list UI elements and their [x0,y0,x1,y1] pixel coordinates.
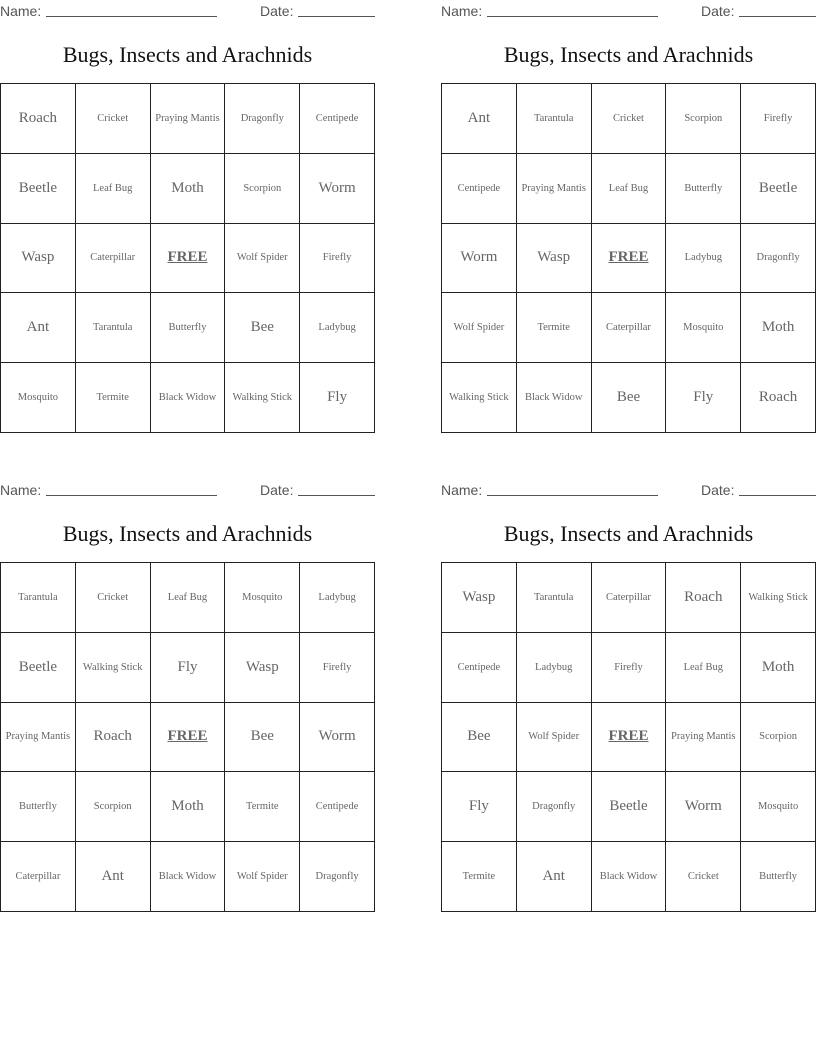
bingo-grid [441,83,816,433]
bingo-cell: Bee [592,363,667,433]
bingo-cell: Butterfly [666,154,741,224]
free-space: FREE [151,224,226,294]
bingo-cell: Tarantula [1,563,76,633]
bingo-cell: Walking Stick [442,363,517,433]
date-label: Date: [701,482,735,498]
bingo-grid [0,562,375,912]
bingo-cell: Fly [666,363,741,433]
bingo-cell: Scorpion [225,154,300,224]
bingo-cell: Ladybug [300,293,375,363]
name-blank-line [487,16,658,17]
bingo-cell: Cricket [592,84,667,154]
date-blank-line [298,495,375,496]
date-label: Date: [260,482,294,498]
bingo-cell: Tarantula [517,84,592,154]
bingo-cell: Ant [442,84,517,154]
bingo-cell: Beetle [592,772,667,842]
bingo-grid [0,83,375,433]
bingo-cell: Roach [1,84,76,154]
bingo-cell: Butterfly [741,842,816,912]
bingo-cell: Centipede [442,633,517,703]
bingo-cell: Scorpion [76,772,151,842]
name-date-row [441,480,816,500]
bingo-cell: Walking Stick [76,633,151,703]
bingo-cell: Butterfly [151,293,226,363]
bingo-cell: Ladybug [300,563,375,633]
bingo-cell: Centipede [300,772,375,842]
bingo-cell: Fly [300,363,375,433]
bingo-card [0,0,375,440]
bingo-grid [441,562,816,912]
bingo-cell: Caterpillar [592,293,667,363]
bingo-cell: Black Widow [517,363,592,433]
free-space: FREE [592,224,667,294]
bingo-cell: Termite [76,363,151,433]
bingo-cell: Bee [442,703,517,773]
name-blank-line [46,495,217,496]
bingo-cell: Mosquito [666,293,741,363]
bingo-cell: Black Widow [151,363,226,433]
bingo-cell: Scorpion [666,84,741,154]
bingo-cell: Caterpillar [76,224,151,294]
bingo-cell: Mosquito [225,563,300,633]
bingo-card [441,479,816,919]
bingo-cell: Beetle [1,633,76,703]
date-label: Date: [260,3,294,19]
bingo-cell: Ladybug [517,633,592,703]
name-date-row [0,1,375,21]
bingo-cell: Wolf Spider [225,842,300,912]
bingo-cell: Fly [151,633,226,703]
bingo-cell: Roach [666,563,741,633]
bingo-cell: Beetle [1,154,76,224]
name-date-row [441,1,816,21]
bingo-cell: Praying Mantis [666,703,741,773]
bingo-cell: Bee [225,293,300,363]
bingo-cell: Wolf Spider [225,224,300,294]
bingo-cell: Tarantula [76,293,151,363]
bingo-cell: Ant [517,842,592,912]
bingo-cell: Mosquito [1,363,76,433]
card-title: Bugs, Insects and Arachnids [503,521,754,546]
bingo-cell: Walking Stick [225,363,300,433]
bingo-cell: Walking Stick [741,563,816,633]
bingo-cell: Black Widow [592,842,667,912]
bingo-cell: Dragonfly [741,224,816,294]
bingo-cell: Termite [517,293,592,363]
name-blank-line [487,495,658,496]
bingo-cell: Leaf Bug [76,154,151,224]
bingo-cell: Ladybug [666,224,741,294]
bingo-cell: Termite [442,842,517,912]
bingo-cell: Centipede [442,154,517,224]
bingo-cell: Wasp [517,224,592,294]
bingo-cell: Dragonfly [517,772,592,842]
name-date-row [0,480,375,500]
bingo-cell: Praying Mantis [1,703,76,773]
bingo-cell: Leaf Bug [151,563,226,633]
bingo-cell: Termite [225,772,300,842]
bingo-cell: Cricket [666,842,741,912]
bingo-cell: Praying Mantis [517,154,592,224]
date-blank-line [298,16,375,17]
bingo-cell: Worm [442,224,517,294]
bingo-cell: Bee [225,703,300,773]
bingo-cell: Moth [741,293,816,363]
bingo-cell: Moth [151,772,226,842]
bingo-cell: Mosquito [741,772,816,842]
bingo-cell: Worm [300,703,375,773]
bingo-cell: Leaf Bug [666,633,741,703]
bingo-cell: Wasp [1,224,76,294]
bingo-cell: Leaf Bug [592,154,667,224]
card-title: Bugs, Insects and Arachnids [503,42,754,67]
bingo-cell: Dragonfly [300,842,375,912]
bingo-cell: Wolf Spider [517,703,592,773]
free-space: FREE [592,703,667,773]
bingo-cell: Fly [442,772,517,842]
bingo-cell: Firefly [592,633,667,703]
bingo-cell: Caterpillar [1,842,76,912]
bingo-cell: Worm [666,772,741,842]
bingo-cell: Scorpion [741,703,816,773]
bingo-cell: Caterpillar [592,563,667,633]
date-blank-line [739,16,816,17]
bingo-cell: Firefly [741,84,816,154]
bingo-cell: Black Widow [151,842,226,912]
bingo-cell: Beetle [741,154,816,224]
bingo-cell: Moth [741,633,816,703]
bingo-cell: Worm [300,154,375,224]
card-title: Bugs, Insects and Arachnids [62,42,313,67]
bingo-cell: Praying Mantis [151,84,226,154]
name-label: Name: [441,482,483,498]
bingo-cell: Roach [741,363,816,433]
bingo-card [441,0,816,440]
bingo-cell: Firefly [300,224,375,294]
free-space: FREE [151,703,226,773]
date-blank-line [739,495,816,496]
name-label: Name: [0,482,42,498]
date-label: Date: [701,3,735,19]
bingo-cell: Moth [151,154,226,224]
bingo-cell: Dragonfly [225,84,300,154]
bingo-cell: Cricket [76,84,151,154]
bingo-cell: Centipede [300,84,375,154]
bingo-cell: Cricket [76,563,151,633]
bingo-cell: Roach [76,703,151,773]
bingo-cell: Wasp [442,563,517,633]
bingo-cell: Firefly [300,633,375,703]
name-label: Name: [0,3,42,19]
bingo-card [0,479,375,919]
bingo-cell: Butterfly [1,772,76,842]
bingo-cell: Ant [1,293,76,363]
bingo-cell: Ant [76,842,151,912]
name-label: Name: [441,3,483,19]
name-blank-line [46,16,217,17]
bingo-cell: Tarantula [517,563,592,633]
bingo-cell: Wasp [225,633,300,703]
bingo-cell: Wolf Spider [442,293,517,363]
card-title: Bugs, Insects and Arachnids [62,521,313,546]
